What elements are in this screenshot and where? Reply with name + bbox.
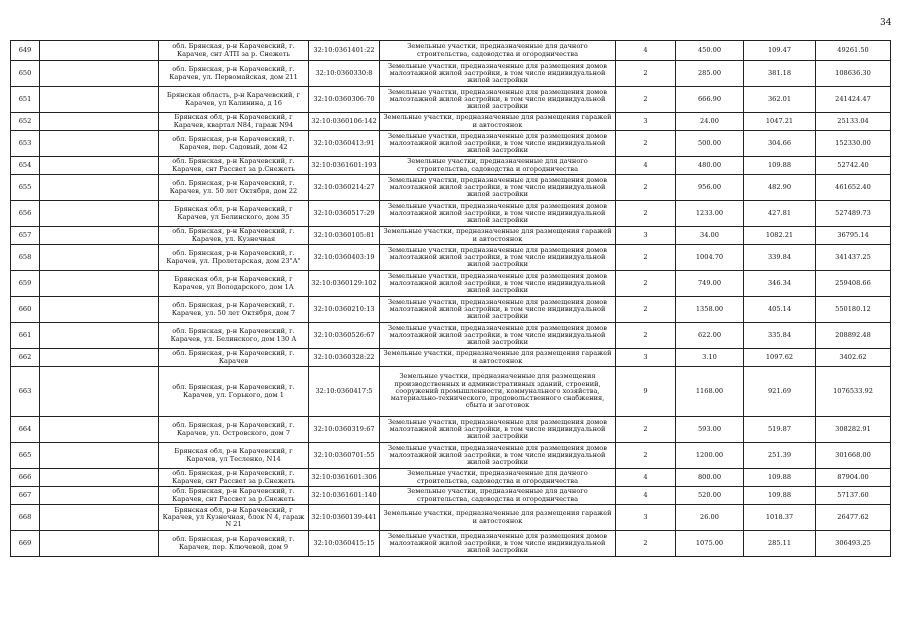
table-row — [11, 227, 891, 245]
cadastral-value-cell: 52742.40 — [816, 157, 891, 175]
row-number: 654 — [11, 157, 40, 175]
blank-cell — [40, 61, 159, 87]
land-use-cell: Земельные участки, предназначенные для дачного строительства, садоводства и огородничества — [380, 41, 616, 61]
row-number: 667 — [11, 487, 40, 505]
cadastral-value-cell: 3402.62 — [816, 349, 891, 367]
address-cell: Брянская обл, р-н Карачевский, г Карачев, ул Володарского, дом 1А — [159, 271, 309, 297]
cadastral-value-cell: 461652.40 — [816, 175, 891, 201]
table-row — [11, 531, 891, 557]
land-use-cell: Земельные участки, предназначенные для размещения домов малоэтажной жилой застройки, в том числе индивидуальной жилой застройки — [380, 245, 616, 271]
group-cell: 2 — [616, 297, 676, 323]
address-cell: обл. Брянская, р-н Карачевский, г. Карачев, снт Рассвет за р.Снежеть — [159, 487, 309, 505]
cadastral-number-cell: 32:10:0360526:67 — [309, 323, 380, 349]
row-number: 651 — [11, 87, 40, 113]
row-number: 653 — [11, 131, 40, 157]
area-cell: 520.00 — [676, 487, 744, 505]
address-cell: обл. Брянская, р-н Карачевский, г. Карачев, пер. Садовый, дом 42 — [159, 131, 309, 157]
address-cell: обл. Брянская, р-н Карачевский, г. Карачев, ул. Белинского, дом 130 А — [159, 323, 309, 349]
land-use-cell: Земельные участки, предназначенные для размещения гаражей и автостоянок — [380, 113, 616, 131]
group-cell: 2 — [616, 201, 676, 227]
table-row — [11, 201, 891, 227]
group-cell: 2 — [616, 131, 676, 157]
blank-cell — [40, 417, 159, 443]
cadastral-number-cell: 32:10:0360210:13 — [309, 297, 380, 323]
cadastral-value-cell: 259408.66 — [816, 271, 891, 297]
row-number: 657 — [11, 227, 40, 245]
area-cell: 749.00 — [676, 271, 744, 297]
group-cell: 3 — [616, 113, 676, 131]
table-row — [11, 113, 891, 131]
address-cell: обл. Брянская, р-н Карачевский, г. Карачев, ул. Первомайская, дом 211 — [159, 61, 309, 87]
area-cell: 34.00 — [676, 227, 744, 245]
specific-value-cell: 1082.21 — [744, 227, 816, 245]
table-row — [11, 505, 891, 531]
row-number: 665 — [11, 443, 40, 469]
group-cell: 3 — [616, 505, 676, 531]
specific-value-cell: 285.11 — [744, 531, 816, 557]
cadastral-value-cell: 1076533.92 — [816, 367, 891, 417]
area-cell: 24.00 — [676, 113, 744, 131]
cadastral-number-cell: 32:10:0360319:67 — [309, 417, 380, 443]
cadastral-value-cell: 49261.50 — [816, 41, 891, 61]
row-number: 669 — [11, 531, 40, 557]
area-cell: 450.00 — [676, 41, 744, 61]
row-number: 652 — [11, 113, 40, 131]
blank-cell — [40, 113, 159, 131]
specific-value-cell: 304.66 — [744, 131, 816, 157]
area-cell: 1233.00 — [676, 201, 744, 227]
cadastral-number-cell: 32:10:0360413:91 — [309, 131, 380, 157]
area-cell: 500.00 — [676, 131, 744, 157]
blank-cell — [40, 201, 159, 227]
area-cell: 26.00 — [676, 505, 744, 531]
blank-cell — [40, 87, 159, 113]
address-cell: обл. Брянская, р-н Карачевский, г. Карачев, пер. Ключевой, дом 9 — [159, 531, 309, 557]
blank-cell — [40, 131, 159, 157]
row-number: 659 — [11, 271, 40, 297]
address-cell: обл. Брянская, р-н Карачевский, г. Карачев, снт АТП за р. Снежеть — [159, 41, 309, 61]
group-cell: 4 — [616, 487, 676, 505]
cadastral-number-cell: 32:10:0360417:5 — [309, 367, 380, 417]
address-cell: обл. Брянская, р-н Карачевский, г. Карачев, снт Рассвет за р.Снежеть — [159, 469, 309, 487]
group-cell: 3 — [616, 227, 676, 245]
address-cell: обл. Брянская, р-н Карачевский, г. Карачев, ул. Горького, дом 1 — [159, 367, 309, 417]
blank-cell — [40, 505, 159, 531]
blank-cell — [40, 487, 159, 505]
blank-cell — [40, 227, 159, 245]
row-number: 663 — [11, 367, 40, 417]
area-cell: 1358.00 — [676, 297, 744, 323]
specific-value-cell: 362.01 — [744, 87, 816, 113]
address-cell: Брянская обл, р-н Карачевский, г Карачев, квартал N84, гараж N94 — [159, 113, 309, 131]
address-cell: обл. Брянская, р-н Карачевский, г. Карачев, ул. Кузнечная — [159, 227, 309, 245]
land-use-cell: Земельные участки, предназначенные для размещения домов малоэтажной жилой застройки, в том числе индивидуальной жилой застройки — [380, 61, 616, 87]
specific-value-cell: 1097.62 — [744, 349, 816, 367]
group-cell: 3 — [616, 349, 676, 367]
group-cell: 4 — [616, 157, 676, 175]
table-row — [11, 157, 891, 175]
blank-cell — [40, 469, 159, 487]
specific-value-cell: 427.81 — [744, 201, 816, 227]
cadastral-value-cell: 241424.47 — [816, 87, 891, 113]
land-use-cell: Земельные участки, предназначенные для размещения домов малоэтажной жилой застройки, в том числе индивидуальной жилой застройки — [380, 297, 616, 323]
cadastral-value-cell: 308282.91 — [816, 417, 891, 443]
group-cell: 2 — [616, 443, 676, 469]
cadastral-value-cell: 87904.00 — [816, 469, 891, 487]
address-cell: обл. Брянская, р-н Карачевский, г. Карачев, ул. Островского, дом 7 — [159, 417, 309, 443]
specific-value-cell: 109.88 — [744, 487, 816, 505]
cadastral-value-cell: 25133.04 — [816, 113, 891, 131]
table-row — [11, 41, 891, 61]
group-cell: 2 — [616, 417, 676, 443]
row-number: 660 — [11, 297, 40, 323]
table-row — [11, 61, 891, 87]
blank-cell — [40, 41, 159, 61]
area-cell: 666.90 — [676, 87, 744, 113]
specific-value-cell: 335.84 — [744, 323, 816, 349]
table-row — [11, 487, 891, 505]
land-use-cell: Земельные участки, предназначенные для дачного строительства, садоводства и огородничества — [380, 487, 616, 505]
cadastral-value-cell: 208892.48 — [816, 323, 891, 349]
specific-value-cell: 381.18 — [744, 61, 816, 87]
cadastral-number-cell: 32:10:0361601:193 — [309, 157, 380, 175]
area-cell: 1200.00 — [676, 443, 744, 469]
land-use-cell: Земельные участки, предназначенные для размещения гаражей и автостоянок — [380, 505, 616, 531]
land-use-cell: Земельные участки, предназначенные для размещения домов малоэтажной жилой застройки, в том числе индивидуальной жилой застройки — [380, 531, 616, 557]
row-number: 650 — [11, 61, 40, 87]
table-row — [11, 175, 891, 201]
land-use-cell: Земельные участки, предназначенные для размещения домов малоэтажной жилой застройки, в том числе индивидуальной жилой застройки — [380, 323, 616, 349]
land-use-cell: Земельные участки, предназначенные для размещения домов малоэтажной жилой застройки, в том числе индивидуальной жилой застройки — [380, 87, 616, 113]
table-row — [11, 87, 891, 113]
area-cell: 1004.70 — [676, 245, 744, 271]
land-use-cell: Земельные участки, предназначенные для размещения домов малоэтажной жилой застройки, в том числе индивидуальной жилой застройки — [380, 417, 616, 443]
blank-cell — [40, 349, 159, 367]
group-cell: 2 — [616, 61, 676, 87]
land-use-cell: Земельные участки, предназначенные для размещения домов малоэтажной жилой застройки, в том числе индивидуальной жилой застройки — [380, 443, 616, 469]
group-cell: 4 — [616, 41, 676, 61]
specific-value-cell: 339.84 — [744, 245, 816, 271]
group-cell: 9 — [616, 367, 676, 417]
blank-cell — [40, 367, 159, 417]
land-use-cell: Земельные участки, предназначенные для размещения гаражей и автостоянок — [380, 349, 616, 367]
address-cell: обл. Брянская, р-н Карачевский, г. Карачев, ул. 50 лет Октября, дом 7 — [159, 297, 309, 323]
area-cell: 285.00 — [676, 61, 744, 87]
cadastral-number-cell: 32:10:0360105:81 — [309, 227, 380, 245]
table-row — [11, 469, 891, 487]
row-number: 656 — [11, 201, 40, 227]
specific-value-cell: 346.34 — [744, 271, 816, 297]
table-row — [11, 417, 891, 443]
address-cell: обл. Брянская, р-н Карачевский, г. Карачев, ул. Пролетарская, дом 23"А" — [159, 245, 309, 271]
table-row — [11, 297, 891, 323]
address-cell: обл. Брянская, р-н Карачевский, г. Карачев, ул. 50 лет Октября, дом 22 — [159, 175, 309, 201]
specific-value-cell: 921.69 — [744, 367, 816, 417]
cadastral-number-cell: 32:10:0361601:140 — [309, 487, 380, 505]
row-number: 668 — [11, 505, 40, 531]
table-row — [11, 271, 891, 297]
area-cell: 1075.00 — [676, 531, 744, 557]
cadastral-number-cell: 32:10:0360330:8 — [309, 61, 380, 87]
cadastral-number-cell: 32:10:0360106:142 — [309, 113, 380, 131]
table-body — [11, 41, 891, 557]
area-cell: 480.00 — [676, 157, 744, 175]
specific-value-cell: 519.87 — [744, 417, 816, 443]
blank-cell — [40, 297, 159, 323]
cadastral-number-cell: 32:10:0360701:55 — [309, 443, 380, 469]
blank-cell — [40, 157, 159, 175]
blank-cell — [40, 323, 159, 349]
cadastral-value-cell: 36795.14 — [816, 227, 891, 245]
area-cell: 3.10 — [676, 349, 744, 367]
cadastral-value-cell: 301668.00 — [816, 443, 891, 469]
land-use-cell: Земельные участки, предназначенные для дачного строительства, садоводства и огородничества — [380, 469, 616, 487]
area-cell: 800.00 — [676, 469, 744, 487]
page-number: 34 — [880, 18, 892, 28]
land-use-cell: Земельные участки, предназначенные для размещения гаражей и автостоянок — [380, 227, 616, 245]
table-row — [11, 367, 891, 417]
row-number: 664 — [11, 417, 40, 443]
row-number: 655 — [11, 175, 40, 201]
table-row — [11, 245, 891, 271]
group-cell: 2 — [616, 531, 676, 557]
cadastral-number-cell: 32:10:0360139:441 — [309, 505, 380, 531]
group-cell: 4 — [616, 469, 676, 487]
cadastral-number-cell: 32:10:0360403:19 — [309, 245, 380, 271]
area-cell: 593.00 — [676, 417, 744, 443]
cadastral-number-cell: 32:10:0360306:70 — [309, 87, 380, 113]
group-cell: 2 — [616, 245, 676, 271]
address-cell: Брянская обл, р-н Карачевский, г Карачев, ул Тесленко, N14 — [159, 443, 309, 469]
cadastral-value-cell: 152330.00 — [816, 131, 891, 157]
blank-cell — [40, 443, 159, 469]
specific-value-cell: 482.90 — [744, 175, 816, 201]
cadastral-value-cell: 26477.62 — [816, 505, 891, 531]
specific-value-cell: 1047.21 — [744, 113, 816, 131]
area-cell: 622.00 — [676, 323, 744, 349]
address-cell: обл. Брянская, р-н Карачевский, г. Карачев, снт Рассвет за р.Снежеть — [159, 157, 309, 175]
specific-value-cell: 251.39 — [744, 443, 816, 469]
blank-cell — [40, 271, 159, 297]
cadastral-value-cell: 527489.73 — [816, 201, 891, 227]
cadastral-value-cell: 57137.60 — [816, 487, 891, 505]
cadastral-value-cell: 108636.30 — [816, 61, 891, 87]
cadastral-number-cell: 32:10:0360517:29 — [309, 201, 380, 227]
cadastral-number-cell: 32:10:0361401:22 — [309, 41, 380, 61]
row-number: 666 — [11, 469, 40, 487]
cadastral-number-cell: 32:10:0360328:22 — [309, 349, 380, 367]
specific-value-cell: 109.47 — [744, 41, 816, 61]
row-number: 662 — [11, 349, 40, 367]
address-cell: Брянская обл, р-н Карачевский, г Карачев, ул Кузнечная, блок N 4, гараж N 21 — [159, 505, 309, 531]
address-cell: Брянская обл, р-н Карачевский, г Карачев, ул Белинского, дом 35 — [159, 201, 309, 227]
blank-cell — [40, 531, 159, 557]
blank-cell — [40, 245, 159, 271]
cadastral-value-cell: 306493.25 — [816, 531, 891, 557]
specific-value-cell: 109.88 — [744, 469, 816, 487]
row-number: 649 — [11, 41, 40, 61]
address-cell: обл. Брянская, р-н Карачевский, г. Карачев — [159, 349, 309, 367]
table-row — [11, 131, 891, 157]
land-use-cell: Земельные участки, предназначенные для размещения домов малоэтажной жилой застройки, в том числе индивидуальной жилой застройки — [380, 175, 616, 201]
specific-value-cell: 1018.37 — [744, 505, 816, 531]
land-use-cell: Земельные участки, предназначенные для размещения домов малоэтажной жилой застройки, в том числе индивидуальной жилой застройки — [380, 201, 616, 227]
cadastral-value-cell: 341437.25 — [816, 245, 891, 271]
area-cell: 1168.00 — [676, 367, 744, 417]
cadastral-number-cell: 32:10:0360129:102 — [309, 271, 380, 297]
row-number: 661 — [11, 323, 40, 349]
table-row — [11, 443, 891, 469]
cadastral-value-cell: 550180.12 — [816, 297, 891, 323]
cadastral-number-cell: 32:10:0361601:306 — [309, 469, 380, 487]
group-cell: 2 — [616, 175, 676, 201]
land-use-cell: Земельные участки, предназначенные для дачного строительства, садоводства и огородничества — [380, 157, 616, 175]
land-use-cell: Земельные участки, предназначенные для размещения производственных и административных зданий, строений, сооружений промышленности, коммунального хозяйства, материально-технического, продовольственного снабжения, сбыта и заготовок — [380, 367, 616, 417]
group-cell: 2 — [616, 323, 676, 349]
group-cell: 2 — [616, 87, 676, 113]
group-cell: 2 — [616, 271, 676, 297]
cadastral-number-cell: 32:10:0360415:15 — [309, 531, 380, 557]
area-cell: 956.00 — [676, 175, 744, 201]
address-cell: Брянская область, р-н Карачевский, г Карачев, ул Калинина, д 16 — [159, 87, 309, 113]
table-row — [11, 349, 891, 367]
table-row — [11, 323, 891, 349]
blank-cell — [40, 175, 159, 201]
land-use-cell: Земельные участки, предназначенные для размещения домов малоэтажной жилой застройки, в том числе индивидуальной жилой застройки — [380, 271, 616, 297]
land-use-cell: Земельные участки, предназначенные для размещения домов малоэтажной жилой застройки, в том числе индивидуальной жилой застройки — [380, 131, 616, 157]
specific-value-cell: 405.14 — [744, 297, 816, 323]
cadastral-number-cell: 32:10:0360214:27 — [309, 175, 380, 201]
specific-value-cell: 109.88 — [744, 157, 816, 175]
row-number: 658 — [11, 245, 40, 271]
land-register-table — [10, 40, 891, 557]
